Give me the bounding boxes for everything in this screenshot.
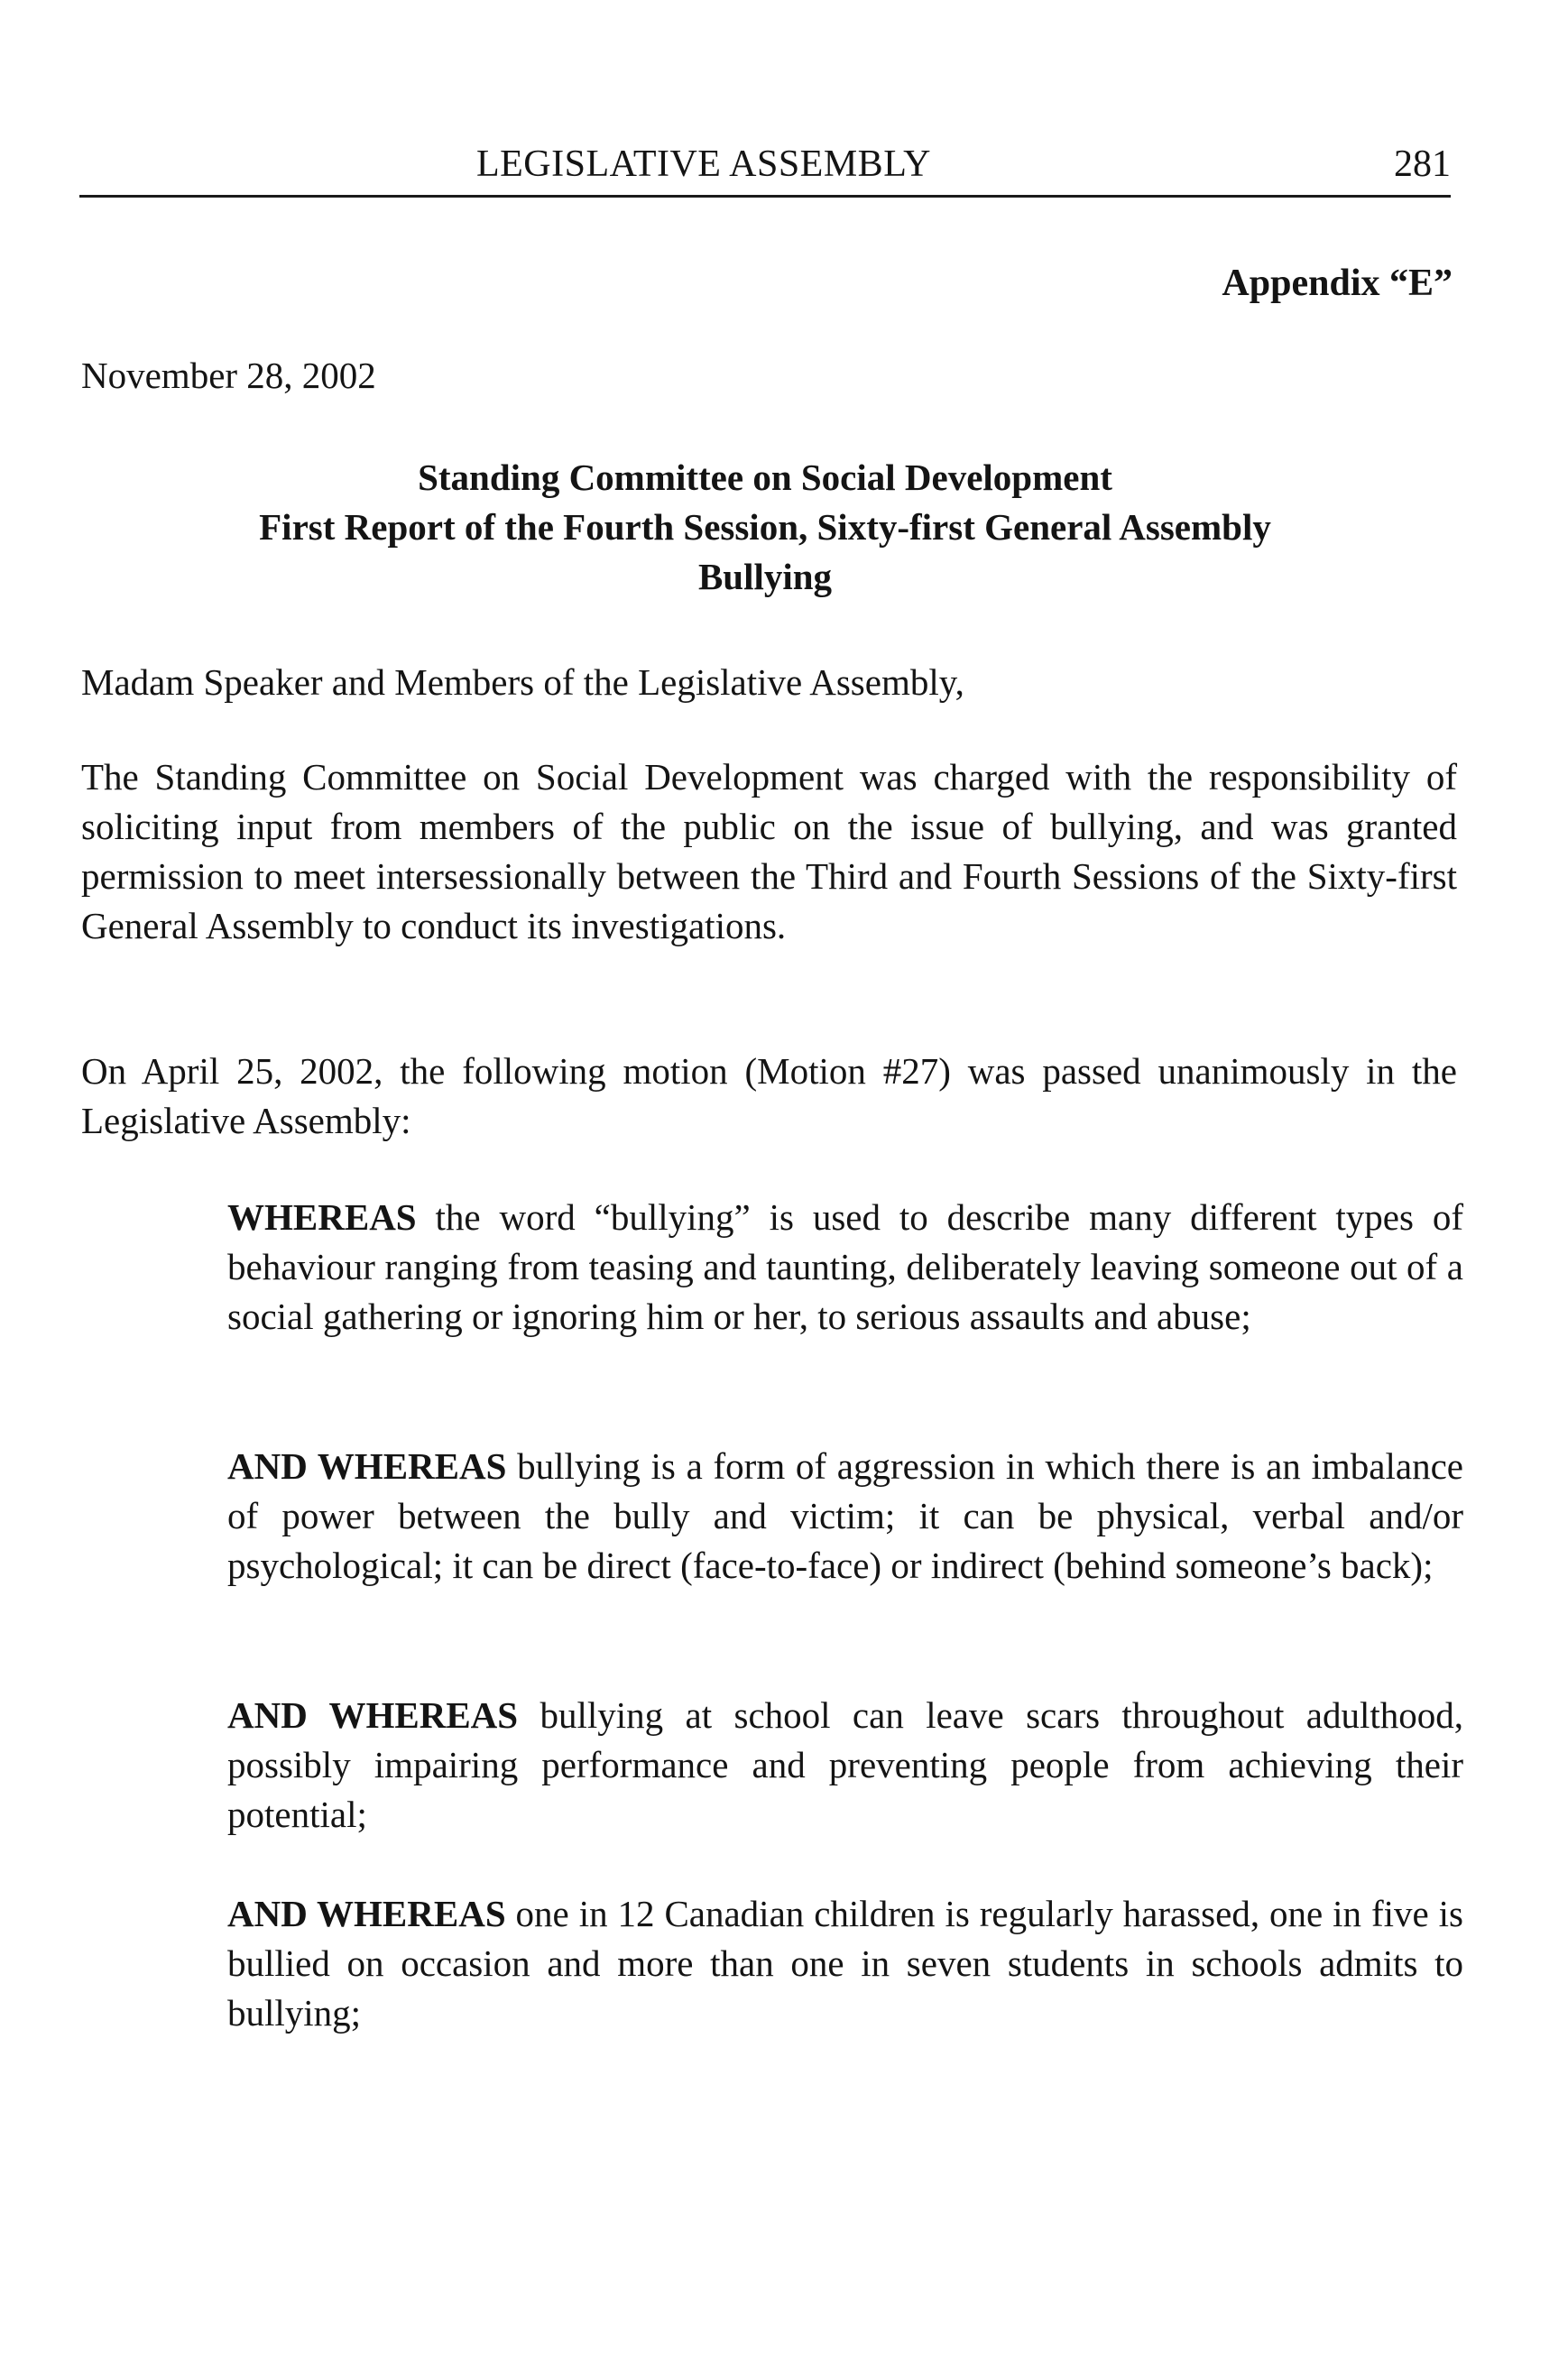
clause-text: bullying at school can leave scars throughout adulthood, possibly impairing performance and preventing people from achieving their potential; [227,1694,1463,1835]
whereas-clause [227,1442,1463,1591]
committee-title: Standing Committee on Social Development [418,457,1112,498]
salutation: Madam Speaker and Members of the Legislative Assembly, [81,661,964,703]
clause-text: one in 12 Canadian children is regularly harassed, one in five is bullied on occasion and more than one in seven students in schools admits to bullying; [227,1893,1463,2034]
report-topic: Bullying [697,556,833,597]
clause-text: bullying is a form of aggression in which there is an imbalance of power between the bully and victim; it can be physical, verbal and/or psychological; it can be direct (face-to-face) or indirect (behind someone’s back); [227,1445,1463,1586]
motion-paragraph: On April 25, 2002, the following motion (Motion #27) was passed unanimously in the Legislative Assembly: [81,1050,1457,1141]
clause-text: the word “bullying” is used to describe many different types of behaviour ranging from teasing and taunting, deliberately leaving someone out of a social gathering or ignoring him or her, to serious assaults and abuse; [227,1196,1463,1337]
header-title: LEGISLATIVE ASSEMBLY [476,143,931,185]
running-header [79,143,1451,197]
whereas-clause [227,1889,1463,2038]
report-subtitle: First Report of the Fourth Session, Sixty-first General Assembly [259,506,1271,548]
clause-keyword: AND WHEREAS [227,1445,507,1487]
whereas-clause [227,1193,1463,1342]
intro-paragraph: The Standing Committee on Social Development was charged with the responsibility of soliciting input from members of the public on the issue of bullying, and was granted permission to meet intersessionally between the Third and Fourth Sessions of the Sixty-first General Assembly to conduct its investigations. [81,756,1457,946]
header-rule [79,195,1451,198]
clause-keyword: WHEREAS [227,1196,417,1238]
clause-keyword: AND WHEREAS [227,1893,506,1934]
page-number: 281 [1394,143,1451,185]
report-date: November 28, 2002 [81,355,376,396]
report-titles [79,453,1451,602]
whereas-clause [227,1691,1463,1840]
clause-keyword: AND WHEREAS [227,1694,519,1736]
appendix-label: Appendix “E” [1222,263,1453,304]
